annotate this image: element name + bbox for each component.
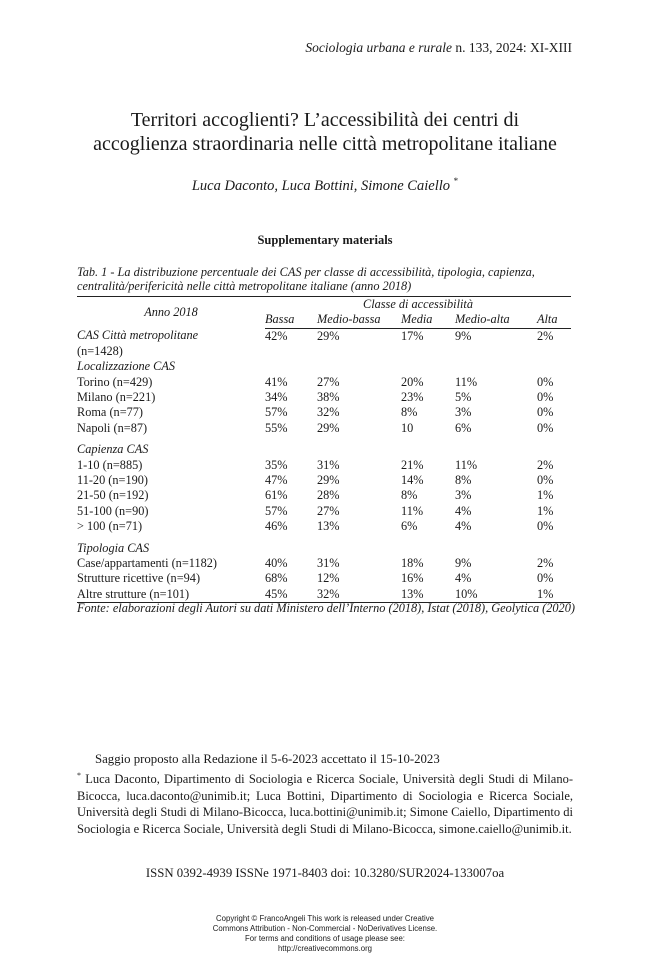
total-row (77, 328, 571, 359)
table-cell: 13% (317, 519, 340, 534)
table-cell: 0% (537, 519, 554, 534)
table-cell: 34% (265, 389, 288, 404)
table-cell: 28% (317, 488, 340, 503)
copyright-line: For terms and conditions of usage please see: (245, 934, 405, 943)
table-cell: 21% (401, 457, 424, 472)
total-label: CAS Città metropolitane (n=1428) (77, 328, 199, 358)
section-title: Tipologia CAS (77, 540, 150, 555)
row-label: Case/appartamenti (n=1182) (77, 556, 217, 570)
row-label: Roma (n=77) (77, 405, 144, 420)
table-cell: 1% (537, 488, 554, 503)
table-cell: 0% (537, 389, 554, 404)
section-heading: Supplementary materials (257, 233, 393, 247)
table-cell: 55% (265, 420, 288, 435)
received-date: Saggio proposto alla Redazione il 5-6-2023 accettato il 15-10-2023 (95, 752, 440, 766)
table-cell: 13% (401, 587, 455, 603)
table-row (77, 375, 571, 390)
table-cell: 18% (401, 556, 424, 570)
table-cell: 0% (537, 571, 554, 586)
author-footnote-mark: * (453, 176, 459, 186)
table-cell: 1% (537, 587, 571, 603)
table-row (77, 390, 571, 405)
title-line-2: accoglienza straordinaria nelle città metropolitane italiane (93, 133, 557, 155)
table-cell: 4% (455, 571, 472, 586)
journal-issue: n. 133, 2024: XI-XIII (455, 40, 572, 55)
table-cell: 20% (401, 374, 424, 389)
section-title-row (77, 359, 571, 374)
table-cell: 5% (455, 389, 472, 404)
column-header: Medio-alta (455, 312, 537, 328)
table-cell: 11% (401, 503, 424, 518)
table-cell: 3% (455, 488, 472, 503)
row-label: 11-20 (n=190) (77, 472, 149, 487)
table-cell: 12% (317, 571, 340, 586)
table-cell: 31% (317, 556, 340, 570)
year-header: Anno 2018 (77, 297, 265, 329)
table-cell: 45% (265, 587, 317, 603)
copyright-line: http://creativecommons.org (277, 944, 373, 953)
table-cell: 40% (265, 556, 288, 570)
table-cell: 8% (401, 405, 418, 420)
table-cell: 32% (317, 405, 340, 420)
journal-reference (305, 40, 572, 56)
table-header-row (77, 297, 571, 313)
row-label: Altre strutture (n=101) (77, 587, 265, 603)
table-cell: 0% (537, 405, 554, 420)
table-cell: 2% (537, 457, 554, 472)
table-row (77, 519, 571, 534)
table-row (77, 556, 571, 571)
column-header: Media (401, 312, 455, 328)
section-title: Capienza CAS (77, 442, 149, 457)
copyright-line: Copyright © FrancoAngeli This work is released under Creative (216, 914, 434, 923)
table-cell: 29% (317, 472, 340, 487)
table-cell: 27% (317, 503, 340, 518)
section-title-row (77, 535, 571, 556)
article-title (60, 108, 590, 156)
table-cell: 35% (265, 457, 288, 472)
table-cell: 23% (401, 389, 424, 404)
table-cell: 17% (401, 328, 424, 343)
table-row (77, 488, 571, 503)
copyright-notice (100, 914, 550, 954)
footnote-text: Luca Daconto, Dipartimento di Sociologia e Ricerca Sociale, Università degli Studi di Milano-Bicocca, luca.daconto@unimib.it; Luca Bottini, Dipartimento di Sociologia e Ricerca Sociale, Università degli Studi di Milano-Bicocca, luca.bottini@unimib.it; Simone Caiello, Dipartimento di Sociologia e Ricerca Sociale, Università degli Studi di Milano-Bicocca, simone.caiello@unimib.it. (77, 772, 573, 836)
table-cell: 11% (455, 374, 478, 389)
table-cell: 31% (317, 457, 340, 472)
table-cell: 46% (265, 519, 288, 534)
row-label: Strutture ricettive (n=94) (77, 571, 201, 586)
table-row (77, 571, 571, 586)
section-title-row (77, 436, 571, 457)
table-cell: 10% (455, 587, 537, 603)
authors-line (60, 176, 590, 195)
table-cell: 41% (265, 374, 288, 389)
table-cell: 4% (455, 503, 472, 518)
row-label: Milano (n=221) (77, 389, 156, 404)
authors: Luca Daconto, Luca Bottini, Simone Caiello (191, 177, 451, 194)
row-label: > 100 (n=71) (77, 519, 143, 534)
table-cell: 8% (401, 488, 418, 503)
footnote-mark: * (77, 771, 81, 780)
table-row (77, 421, 571, 436)
row-label: Torino (n=429) (77, 374, 153, 389)
table-cell: 29% (317, 420, 340, 435)
table-row (77, 458, 571, 473)
column-header: Alta (537, 312, 571, 328)
section-title: Localizzazione CAS (77, 359, 176, 374)
accessibility-table (77, 296, 571, 603)
table-cell: 42% (265, 328, 288, 343)
row-label: 21-50 (n=192) (77, 488, 149, 503)
title-line-1: Territori accoglienti? L’accessibilità dei centri di (130, 109, 520, 131)
table-cell: 10 (401, 420, 414, 435)
table-source: Fonte: elaborazioni degli Autori su dati Ministero dell’Interno (2018), Istat (2018), Geolytica (2020) (77, 601, 575, 615)
table-cell: 32% (317, 587, 401, 603)
accessibility-group-header: Classe di accessibilità (265, 297, 571, 313)
table-cell: 14% (401, 472, 424, 487)
journal-name: Sociologia urbana e rurale (305, 40, 453, 55)
table-cell: 9% (455, 328, 472, 343)
table-cell: 29% (317, 328, 340, 343)
table-row (77, 473, 571, 488)
table-cell: 6% (401, 519, 418, 534)
table-cell: 6% (455, 420, 472, 435)
table-caption: Tab. 1 - La distribuzione percentuale dei CAS per classe di accessibilità, tipologia, capienza, centralità/perifericità nelle città metropolitane italiane (anno 2018) (77, 265, 535, 293)
author-footnote (77, 768, 573, 838)
table-cell: 4% (455, 519, 472, 534)
row-label: Napoli (n=87) (77, 420, 148, 435)
table-cell: 9% (455, 556, 472, 570)
copyright-line: Commons Attribution - Non-Commercial - NoDerivatives License. (212, 924, 438, 933)
table-cell: 2% (537, 556, 554, 570)
table-cell: 57% (265, 503, 288, 518)
table-cell: 27% (317, 374, 340, 389)
column-header: Bassa (265, 312, 317, 328)
column-header: Medio-bassa (317, 312, 401, 328)
table-row (77, 504, 571, 519)
table-cell: 57% (265, 405, 288, 420)
table-cell: 16% (401, 571, 424, 586)
table-cell: 47% (265, 472, 288, 487)
table-cell: 61% (265, 488, 288, 503)
table-cell: 0% (537, 420, 554, 435)
issn-doi: ISSN 0392-4939 ISSNe 1971-8403 doi: 10.3280/SUR2024-133007oa (145, 866, 505, 880)
row-label: 1-10 (n=885) (77, 457, 143, 472)
table-cell: 8% (455, 472, 472, 487)
table-cell: 11% (455, 457, 478, 472)
table-row (77, 405, 571, 420)
row-label: 51-100 (n=90) (77, 503, 149, 518)
table-cell: 3% (455, 405, 472, 420)
table-cell: 0% (537, 374, 554, 389)
table-cell: 0% (537, 472, 554, 487)
table-cell: 38% (317, 389, 340, 404)
table-cell: 68% (265, 571, 288, 586)
table-cell: 1% (537, 503, 554, 518)
table-cell: 2% (537, 328, 554, 343)
